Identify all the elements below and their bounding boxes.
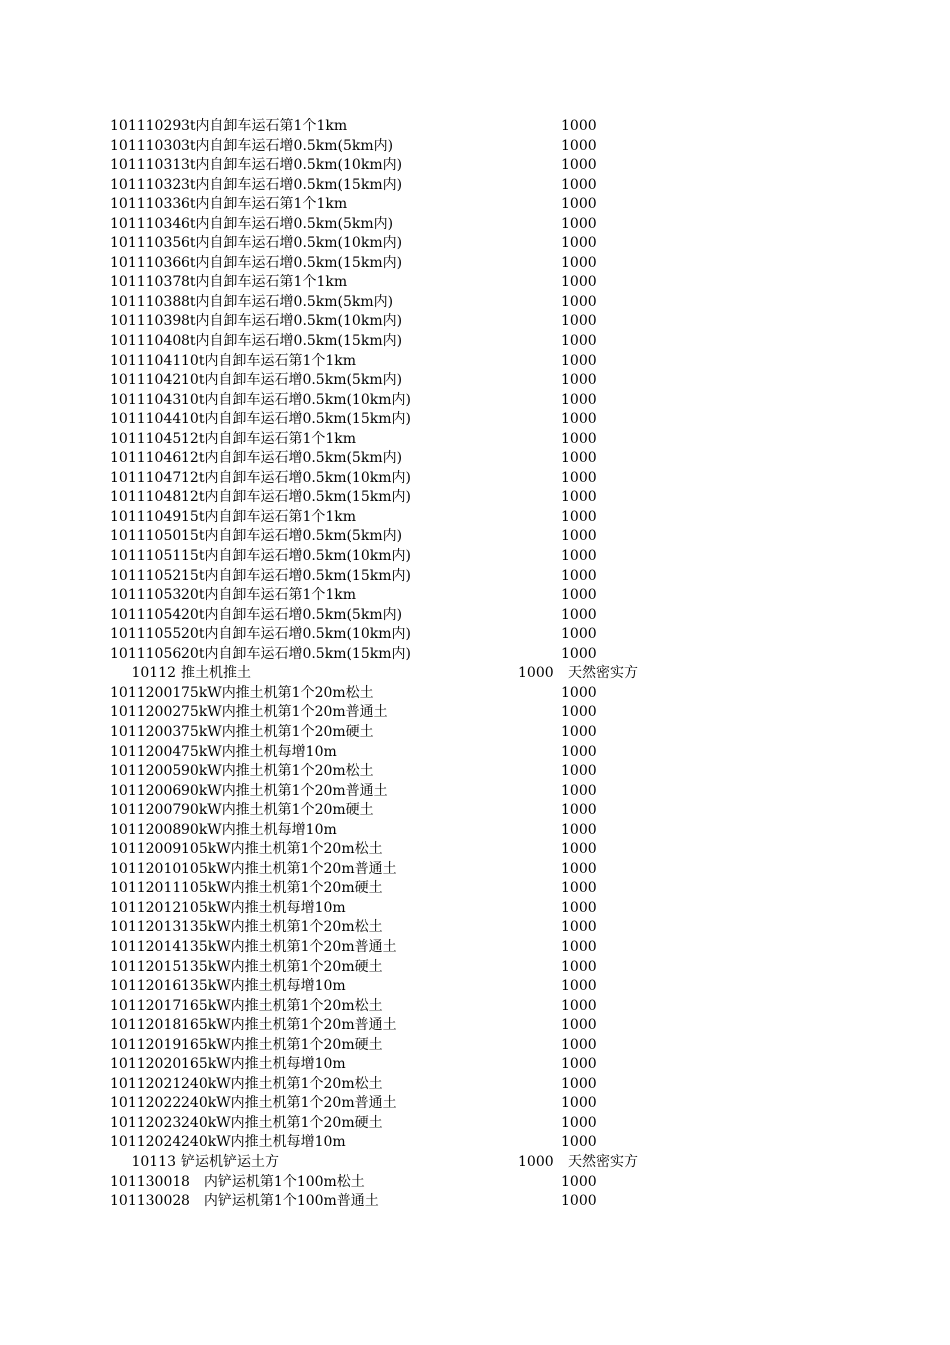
item-quantity: 1000 (561, 1114, 597, 1131)
item-name: 6t内自卸车运石增0.5km(5km内) (181, 215, 394, 232)
item-name: 90kW内推土机每增10m (181, 821, 337, 838)
item-quantity: 1000 (561, 137, 597, 154)
item-name: 10t内自卸车运石增0.5km(10km内) (181, 391, 411, 408)
item-name: 90kW内推土机第1个20m松土 (181, 763, 374, 780)
item-code: 10112018 (110, 1017, 182, 1034)
item-name: 8t内自卸车运石第1个1km (181, 274, 348, 291)
item-quantity: 1000 (561, 430, 597, 447)
table-row (0, 527, 950, 547)
item-name: 8 内铲运机第1个100m普通土 (181, 1193, 379, 1210)
table-row (0, 840, 950, 860)
item-code: 10112004 (110, 743, 182, 760)
item-quantity: 1000 (561, 743, 597, 760)
item-quantity: 1000 (561, 333, 597, 350)
item-quantity: 1000 (561, 254, 597, 271)
group-header-row (0, 664, 950, 684)
table-row (0, 469, 950, 489)
item-code: 10112 (131, 665, 176, 682)
item-name: 20t内自卸车运石第1个1km (181, 587, 357, 604)
item-quantity: 1000 (561, 313, 597, 330)
item-name: 3t内自卸车运石第1个1km (181, 118, 348, 134)
item-name: 165kW内推土机每增10m (181, 1056, 346, 1073)
item-quantity: 1000 (561, 1056, 597, 1073)
item-name: 10t内自卸车运石第1个1km (181, 352, 357, 369)
item-quantity: 1000 (561, 469, 597, 486)
item-name: 135kW内推土机第1个20m普通土 (181, 938, 397, 955)
table-row (0, 723, 950, 743)
item-quantity: 1000 (518, 1153, 554, 1170)
table-row (0, 117, 950, 137)
item-name: 20t内自卸车运石增0.5km(10km内) (181, 626, 411, 643)
item-code: 10111053 (110, 587, 182, 604)
table-row (0, 606, 950, 626)
item-name: 10t内自卸车运石增0.5km(5km内) (181, 372, 403, 389)
item-name: 推土机推土 (181, 665, 251, 682)
item-quantity: 1000 (561, 391, 597, 408)
table-row (0, 743, 950, 763)
item-name: 15t内自卸车运石增0.5km(10km内) (181, 548, 411, 565)
item-quantity: 1000 (561, 723, 597, 740)
item-quantity: 1000 (561, 176, 597, 193)
group-header-row (0, 1153, 950, 1173)
table-row (0, 586, 950, 606)
item-quantity: 1000 (561, 997, 597, 1014)
table-row (0, 938, 950, 958)
item-quantity: 1000 (561, 958, 597, 975)
item-quantity: 1000 (561, 782, 597, 799)
table-row (0, 176, 950, 196)
item-name: 75kW内推土机第1个20m松土 (181, 684, 374, 701)
item-quantity: 1000 (561, 274, 597, 291)
item-code: 10111032 (110, 176, 182, 193)
item-code: 10112003 (110, 723, 182, 740)
item-name: 15t内自卸车运石增0.5km(5km内) (181, 528, 403, 545)
item-name: 6t内自卸车运石增0.5km(10km内) (181, 235, 403, 252)
item-code: 10111034 (110, 215, 182, 232)
item-name: 105kW内推土机每增10m (181, 899, 346, 916)
item-code: 10111047 (110, 469, 182, 486)
item-quantity: 1000 (561, 899, 597, 916)
item-name: 6t内自卸车运石增0.5km(15km内) (181, 254, 403, 271)
item-name: 105kW内推土机第1个20m硬土 (181, 880, 383, 897)
table-row (0, 293, 950, 313)
item-code: 10111055 (110, 626, 182, 643)
item-name: 240kW内推土机第1个20m松土 (181, 1075, 383, 1092)
item-code: 10111054 (110, 606, 182, 623)
item-quantity: 1000 (561, 1173, 597, 1190)
item-code: 10112022 (110, 1095, 182, 1112)
item-name: 15t内自卸车运石增0.5km(15km内) (181, 567, 411, 584)
item-quantity: 1000 (561, 841, 597, 858)
item-code: 10111050 (110, 528, 182, 545)
table-row (0, 860, 950, 880)
item-quantity: 1000 (561, 919, 597, 936)
item-name: 20t内自卸车运石增0.5km(5km内) (181, 606, 403, 623)
table-row (0, 234, 950, 254)
item-quantity: 1000 (561, 1036, 597, 1053)
table-row (0, 430, 950, 450)
item-code: 10111031 (110, 157, 182, 174)
item-quantity: 1000 (518, 665, 554, 682)
item-name: 240kW内推土机第1个20m普通土 (181, 1095, 397, 1112)
table-row (0, 567, 950, 587)
item-name: 12t内自卸车运石增0.5km(10km内) (181, 469, 411, 486)
item-code: 10112006 (110, 782, 182, 799)
item-quantity: 1000 (561, 489, 597, 506)
item-code: 10111041 (110, 352, 182, 369)
item-code: 10111048 (110, 489, 182, 506)
item-code: 10112005 (110, 763, 182, 780)
item-code: 10111056 (110, 645, 182, 662)
item-code: 10112008 (110, 821, 182, 838)
item-name: 8t内自卸车运石增0.5km(15km内) (181, 333, 403, 350)
table-row (0, 508, 950, 528)
table-row (0, 1133, 950, 1153)
item-code: 10112014 (110, 938, 182, 955)
item-quantity: 1000 (561, 372, 597, 389)
item-name: 165kW内推土机第1个20m普通土 (181, 1017, 397, 1034)
item-name: 105kW内推土机第1个20m普通土 (181, 860, 397, 877)
item-name: 135kW内推土机第1个20m硬土 (181, 958, 383, 975)
item-code: 10111035 (110, 235, 182, 252)
item-code: 10111037 (110, 274, 182, 291)
table-row (0, 137, 950, 157)
item-quantity: 1000 (561, 587, 597, 604)
item-name: 3t内自卸车运石增0.5km(10km内) (181, 157, 403, 174)
table-row (0, 195, 950, 215)
table-row (0, 782, 950, 802)
item-code: 10111040 (110, 333, 182, 350)
table-row (0, 449, 950, 469)
item-quantity: 1000 (561, 567, 597, 584)
item-quantity: 1000 (561, 548, 597, 565)
item-code: 10111043 (110, 391, 182, 408)
item-code: 10111045 (110, 430, 182, 447)
item-quantity: 1000 (561, 763, 597, 780)
item-code: 10111036 (110, 254, 182, 271)
item-code: 10111046 (110, 450, 182, 467)
item-name: 铲运机铲运土方 (181, 1153, 279, 1170)
table-row (0, 254, 950, 274)
item-quantity: 1000 (561, 802, 597, 819)
table-row (0, 1192, 950, 1212)
item-quantity: 1000 (561, 1134, 597, 1151)
table-row (0, 352, 950, 372)
item-quantity: 1000 (561, 860, 597, 877)
item-name: 90kW内推土机第1个20m硬土 (181, 802, 374, 819)
item-quantity: 1000 (561, 626, 597, 643)
item-name: 3t内自卸车运石增0.5km(5km内) (181, 137, 394, 154)
item-quantity: 1000 (561, 528, 597, 545)
table-row (0, 391, 950, 411)
item-code: 10111039 (110, 313, 182, 330)
table-row (0, 645, 950, 665)
item-quantity: 1000 (561, 196, 597, 213)
item-code: 10112016 (110, 978, 182, 995)
item-code: 10111030 (110, 137, 182, 154)
table-row (0, 1036, 950, 1056)
table-row (0, 156, 950, 176)
item-quantity: 1000 (561, 704, 597, 721)
item-code: 10112017 (110, 997, 182, 1014)
item-code: 10112013 (110, 919, 182, 936)
table-row (0, 1016, 950, 1036)
table-row (0, 899, 950, 919)
item-quantity: 1000 (561, 352, 597, 369)
item-code: 10111038 (110, 293, 182, 310)
item-name: 105kW内推土机第1个20m松土 (181, 841, 383, 858)
table-row (0, 977, 950, 997)
item-name: 240kW内推土机每增10m (181, 1134, 346, 1151)
item-code: 10112012 (110, 899, 182, 916)
table-row (0, 801, 950, 821)
item-name: 240kW内推土机第1个20m硬土 (181, 1114, 383, 1131)
item-quantity: 1000 (561, 880, 597, 897)
item-quantity: 1000 (561, 1193, 597, 1210)
item-quantity: 1000 (561, 1017, 597, 1034)
item-unit: 天然密实方 (568, 665, 638, 682)
item-quantity: 1000 (561, 821, 597, 838)
item-code: 10112002 (110, 704, 182, 721)
item-quantity: 1000 (561, 118, 597, 134)
table-row (0, 1094, 950, 1114)
item-name: 6t内自卸车运石第1个1km (181, 196, 348, 213)
item-name: 165kW内推土机第1个20m硬土 (181, 1036, 383, 1053)
item-code: 10111033 (110, 196, 182, 213)
item-code: 10111051 (110, 548, 182, 565)
item-code: 10111044 (110, 411, 182, 428)
item-code: 10112015 (110, 958, 182, 975)
table-row (0, 918, 950, 938)
table-row (0, 1075, 950, 1095)
item-name: 3t内自卸车运石增0.5km(15km内) (181, 176, 403, 193)
item-code: 10112020 (110, 1056, 182, 1073)
item-quantity: 1000 (561, 1075, 597, 1092)
item-name: 165kW内推土机第1个20m松土 (181, 997, 383, 1014)
item-code: 10112007 (110, 802, 182, 819)
item-code: 10112019 (110, 1036, 182, 1053)
item-name: 90kW内推土机第1个20m普通土 (181, 782, 388, 799)
item-code: 10111049 (110, 508, 182, 525)
item-name: 8t内自卸车运石增0.5km(5km内) (181, 293, 394, 310)
item-name: 10t内自卸车运石增0.5km(15km内) (181, 411, 411, 428)
table-row (0, 547, 950, 567)
table-row (0, 488, 950, 508)
item-code: 10111042 (110, 372, 182, 389)
item-quantity: 1000 (561, 157, 597, 174)
item-quantity: 1000 (561, 450, 597, 467)
table-row (0, 1055, 950, 1075)
item-name: 75kW内推土机第1个20m硬土 (181, 723, 374, 740)
item-name: 8 内铲运机第1个100m松土 (181, 1173, 365, 1190)
item-unit: 天然密实方 (568, 1153, 638, 1170)
item-name: 20t内自卸车运石增0.5km(15km内) (181, 645, 411, 662)
item-code: 10112011 (110, 880, 182, 897)
table-row (0, 1114, 950, 1134)
item-name: 12t内自卸车运石第1个1km (181, 430, 357, 447)
item-code: 10111052 (110, 567, 182, 584)
table-row (0, 371, 950, 391)
item-quantity: 1000 (561, 645, 597, 662)
item-code: 10113 (131, 1153, 176, 1170)
item-name: 75kW内推土机每增10m (181, 743, 337, 760)
item-name: 12t内自卸车运石增0.5km(15km内) (181, 489, 411, 506)
table-row (0, 684, 950, 704)
item-code: 10112009 (110, 841, 182, 858)
table-row (0, 762, 950, 782)
item-code: 10112023 (110, 1114, 182, 1131)
item-quantity: 1000 (561, 293, 597, 310)
item-quantity: 1000 (561, 684, 597, 701)
item-name: 12t内自卸车运石增0.5km(5km内) (181, 450, 403, 467)
table-row (0, 703, 950, 723)
item-quantity: 1000 (561, 938, 597, 955)
table-row (0, 879, 950, 899)
item-quantity: 1000 (561, 978, 597, 995)
item-quantity: 1000 (561, 1095, 597, 1112)
item-code: 10111029 (110, 118, 182, 134)
item-code: 10112010 (110, 860, 182, 877)
table-row (0, 997, 950, 1017)
item-code: 10112024 (110, 1134, 182, 1151)
item-code: 10113002 (110, 1193, 182, 1210)
table-row (0, 273, 950, 293)
table-row (0, 958, 950, 978)
table-row (0, 215, 950, 235)
item-quantity: 1000 (561, 235, 597, 252)
item-code: 10112021 (110, 1075, 182, 1092)
table-row (0, 1173, 950, 1193)
table-row (0, 821, 950, 841)
item-name: 135kW内推土机第1个20m松土 (181, 919, 383, 936)
item-quantity: 1000 (561, 606, 597, 623)
spreadsheet-table (0, 117, 950, 1212)
item-name: 75kW内推土机第1个20m普通土 (181, 704, 388, 721)
item-name: 8t内自卸车运石增0.5km(10km内) (181, 313, 403, 330)
item-quantity: 1000 (561, 411, 597, 428)
table-row (0, 332, 950, 352)
item-quantity: 1000 (561, 508, 597, 525)
item-code: 10112001 (110, 684, 182, 701)
item-name: 135kW内推土机每增10m (181, 978, 346, 995)
item-name: 15t内自卸车运石第1个1km (181, 508, 357, 525)
item-code: 10113001 (110, 1173, 182, 1190)
item-quantity: 1000 (561, 215, 597, 232)
table-row (0, 312, 950, 332)
table-row (0, 410, 950, 430)
table-row (0, 625, 950, 645)
